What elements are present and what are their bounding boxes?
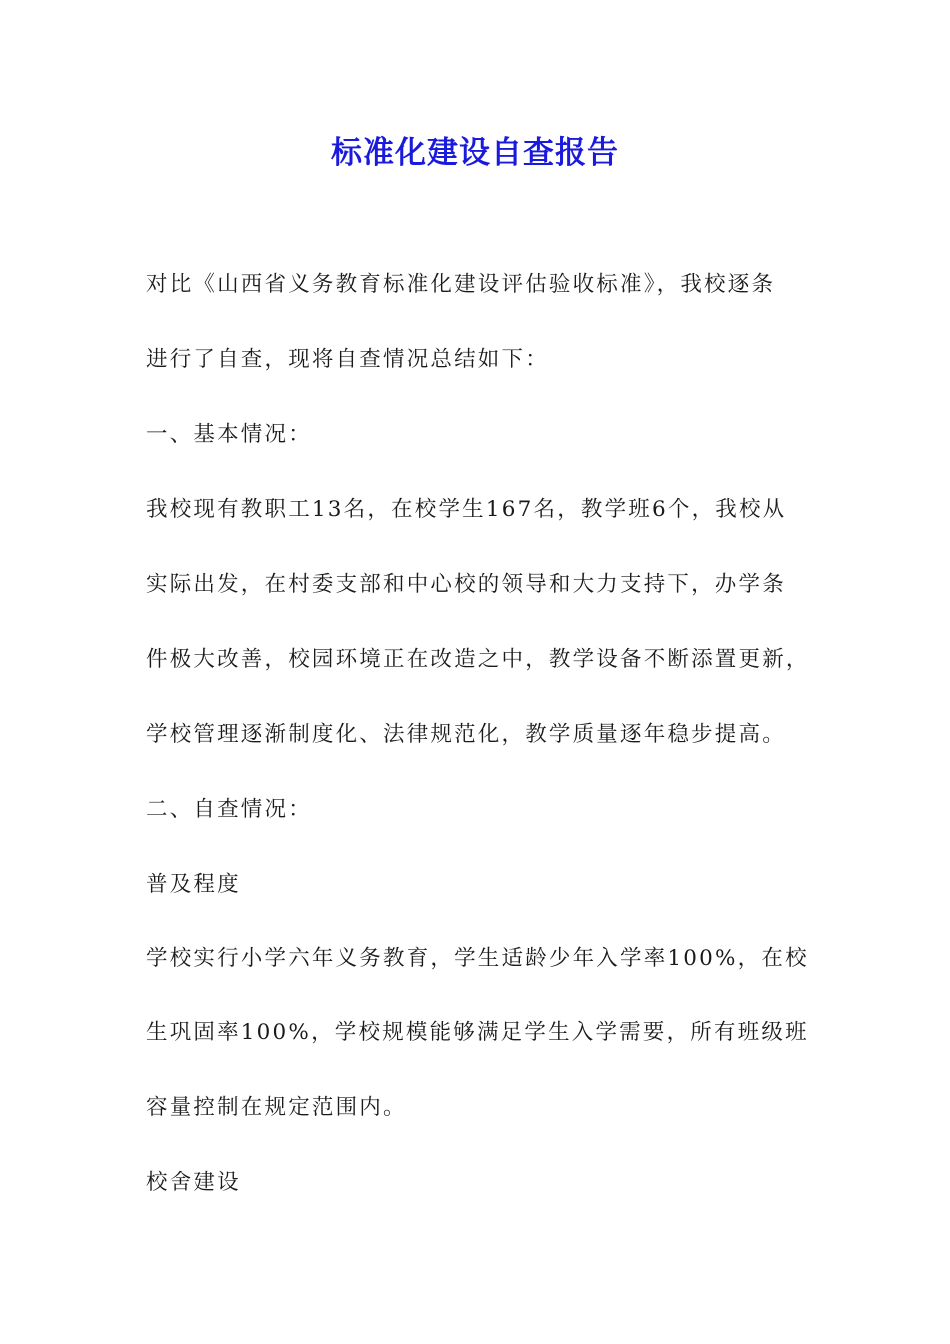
paragraph-basic-line-1: 我校现有教职工13名，在校学生167名，教学班6个，我校从 xyxy=(146,497,787,522)
paragraph-basic-line-3: 件极大改善，校园环境正在改造之中，教学设备不断添置更新， xyxy=(146,647,810,672)
paragraph-intro-line-1: 对比《山西省义务教育标准化建设评估验收标准》，我校逐条 xyxy=(146,272,776,297)
paragraph-popularization-line-2: 生巩固率100%，学校规模能够满足学生入学需要，所有班级班 xyxy=(146,1020,809,1045)
paragraph-intro-line-2: 进行了自查，现将自查情况总结如下： xyxy=(146,347,549,372)
paragraph-popularization-line-3: 容量控制在规定范围内。 xyxy=(146,1095,407,1120)
paragraph-basic-line-2: 实际出发，在村委支部和中心校的领导和大力支持下，办学条 xyxy=(146,572,786,597)
subheading-school-buildings: 校舍建设 xyxy=(146,1170,241,1195)
section-heading-basic-info: 一、基本情况： xyxy=(146,422,312,447)
paragraph-popularization-line-1: 学校实行小学六年义务教育，学生适龄少年入学率100%，在校 xyxy=(146,946,809,971)
subheading-popularization: 普及程度 xyxy=(146,872,241,897)
document-title: 标准化建设自查报告 xyxy=(331,135,619,171)
section-heading-self-check: 二、自查情况： xyxy=(146,797,312,822)
paragraph-basic-line-4: 学校管理逐渐制度化、法律规范化，教学质量逐年稳步提高。 xyxy=(146,722,786,747)
